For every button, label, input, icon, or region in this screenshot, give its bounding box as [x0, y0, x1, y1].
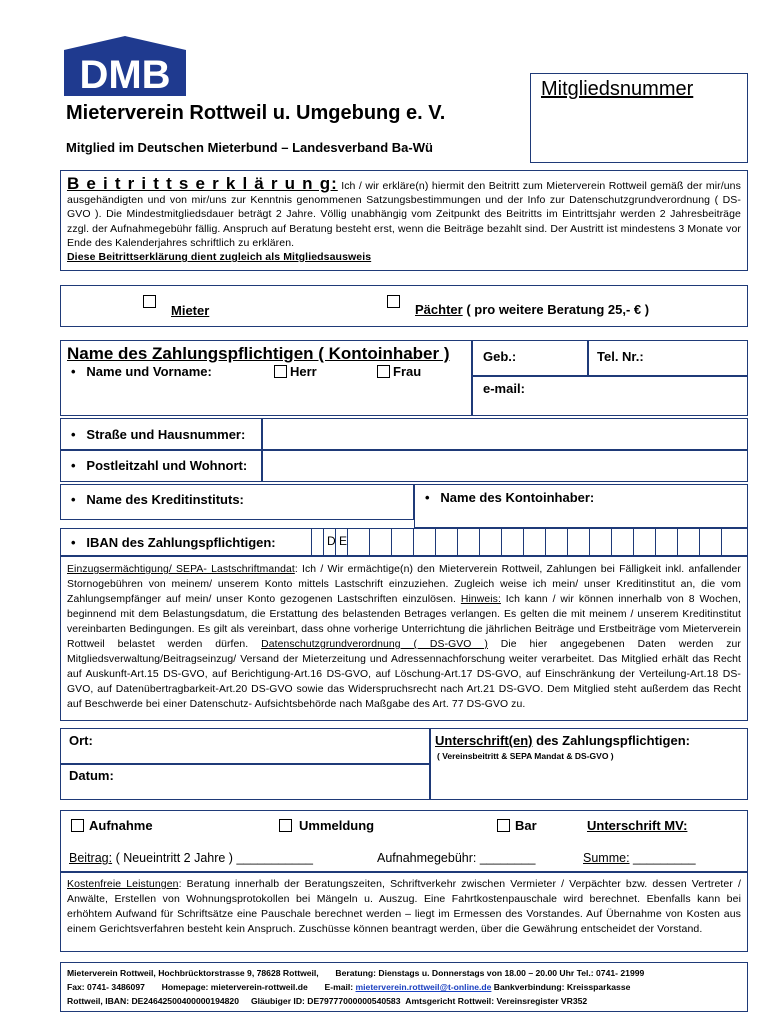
mieter-label: Mieter: [171, 303, 210, 318]
footer-box: [60, 962, 748, 1012]
bank-field[interactable]: [60, 484, 414, 520]
fee-line: Aufnahmegebühr: ________: [377, 851, 536, 865]
iban-label: • IBAN des Zahlungspflichtigen:: [71, 535, 276, 550]
iban-cell: [391, 529, 413, 555]
bar-checkbox[interactable]: [497, 819, 510, 832]
beitrag-label: Beitrag:: [69, 851, 113, 865]
paechter-note: ( pro weitere Beratung 25,- € ): [466, 302, 650, 317]
services-title: Kostenfreie Leistungen: [67, 878, 179, 890]
declaration-heading: B e i t r i t t s e r k l ä r u n g:: [67, 174, 338, 193]
paechter-label-wrap: [415, 302, 649, 317]
declaration-box: [60, 170, 748, 271]
iban-cell: [633, 529, 655, 555]
street-label: • Straße und Hausnummer:: [71, 427, 246, 442]
birth-date-field[interactable]: [472, 340, 588, 376]
iban-cell: [699, 529, 721, 555]
phone-label: Tel. Nr.:: [597, 349, 644, 364]
footer-line-2: Fax: 0741- 3486097 Homepage: mieterverein-rottweil.de E-mail: mieterverein.rottweil@t-online.de Bankverbindung: Kreissparkasse: [67, 982, 631, 992]
fees-line: [69, 851, 313, 865]
paechter-label: Pächter: [415, 302, 463, 317]
iban-cell: [589, 529, 611, 555]
herr-label: Herr: [290, 364, 317, 379]
iban-cell: [311, 529, 323, 555]
payer-name-box[interactable]: [60, 340, 472, 416]
member-type-box: [60, 285, 748, 327]
ummeldung-label: Ummeldung: [299, 818, 375, 833]
aufnahme-label: Aufnahme: [89, 818, 153, 833]
page-subtitle: Mitglied im Deutschen Mieterbund – Landesverband Ba-Wü: [66, 140, 433, 155]
holder-label: • Name des Kontoinhaber:: [425, 490, 595, 505]
member-number-box[interactable]: [530, 73, 748, 163]
date-label: Datum:: [69, 768, 114, 783]
place-label: Ort:: [69, 733, 93, 748]
iban-cell: [611, 529, 633, 555]
email-field[interactable]: [472, 376, 748, 416]
iban-row: [60, 528, 748, 556]
payer-heading: Name des Zahlungspflichtigen ( Kontoinhaber ): [67, 344, 450, 363]
street-input[interactable]: [262, 418, 748, 450]
iban-cell: [347, 529, 359, 555]
city-row: [60, 450, 262, 482]
iban-cell: [677, 529, 699, 555]
gdpr-title: Datenschutzgrundverordnung ( DS-GVO ): [261, 639, 488, 650]
iban-cell: [457, 529, 479, 555]
date-field[interactable]: [60, 764, 430, 800]
frau-checkbox[interactable]: [377, 365, 390, 378]
signature-field[interactable]: [430, 728, 748, 800]
dmb-logo-graphic: [64, 36, 186, 96]
name-field-label: [71, 364, 212, 379]
page-title: Mieterverein Rottweil u. Umgebung e. V.: [66, 102, 446, 124]
logo-text: DMB: [79, 53, 171, 96]
office-box: [60, 810, 748, 872]
birth-label: Geb.:: [483, 349, 517, 364]
declaration-note: Diese Beitrittserklärung dient zugleich als Mitgliedsausweis: [67, 251, 372, 264]
sum-line: [583, 851, 696, 865]
footer-line-1: Mieterverein Rottweil, Hochbrücktorstrasse 9, 78628 Rottweil, Beratung: Dienstags u. Donnerstags von 18.00 – 20.00 Uhr Tel.: 0741- 21999: [67, 968, 645, 978]
iban-cell: D: [323, 529, 335, 555]
paechter-checkbox[interactable]: [387, 295, 400, 308]
iban-cell: [721, 529, 747, 555]
iban-cell: [435, 529, 457, 555]
iban-cell: [545, 529, 567, 555]
aufnahme-checkbox[interactable]: [71, 819, 84, 832]
sepa-title: Einzugsermächtigung/ SEPA- Lastschriftmandat: [67, 564, 295, 575]
iban-cell: [479, 529, 501, 555]
sepa-text: : Ich / Wir ermächtige(n) den Mieterverein Rottweil, Zahlungen bei Fälligkeit inkl. anfallender Stornogebühren von meinem/ unserem Konto mittels Lastschrift einzuziehen. Zugleich weise ich mein/ unser Kreditinstitut an, die vom Zahlungsempfänger auf mein/ unser Konto gezogenen Lastschriften einzulösen.: [67, 564, 741, 605]
dmb-logo: [64, 36, 186, 96]
gdpr-text: Die hier angegebenen Daten werden zur Mitgliedsverwaltung/Beitragseinzug/ Versand der Mieterzeitung und Adressennachforschung weiter verarbeitet. Das Mitglied erhält das Recht auf Auskunft-Art.15 DS-GVO, auf Berichtigung-Art.16 DS-GVO, auf Löschung-Art.17 DS-GVO, auf Einschränkung der Verteilung-Art.18 DS-GVO, auf Datenübertragbarkeit-Art.20 DS-GVO sowie das Widerspruchsrecht nach Art.21 DS-GVO. Dem Mitglied steht außerdem das Recht auf Beschwerde bei einer Datenschutz- Aufsichtsbehörde nach Maßgabe des Art. 77 DS-GVO zu.: [67, 639, 741, 710]
herr-checkbox[interactable]: [274, 365, 287, 378]
services-box: [60, 872, 748, 952]
sepa-box: [60, 556, 748, 721]
frau-label: Frau: [393, 364, 422, 379]
street-row: [60, 418, 262, 450]
city-label: • Postleitzahl und Wohnort:: [71, 458, 248, 473]
email-label: e-mail:: [483, 381, 525, 396]
bank-label: • Name des Kreditinstituts:: [71, 492, 244, 507]
place-field[interactable]: [60, 728, 430, 764]
member-number-label: Mitgliedsnummer: [541, 78, 694, 100]
footer-line-3: Rottweil, IBAN: DE24642500400000194820 Gläubiger ID: DE79777000000540583 Amtsgericht Rottweil: Vereinsregister VR352: [67, 996, 588, 1006]
bar-label: Bar: [515, 818, 537, 833]
mv-signature-label: Unterschrift MV:: [587, 818, 688, 833]
phone-field[interactable]: [588, 340, 748, 376]
iban-cell: [523, 529, 545, 555]
iban-input[interactable]: [311, 529, 747, 555]
beitrag-text: ( Neueintritt 2 Jahre ) ___________: [112, 851, 313, 865]
ummeldung-checkbox[interactable]: [279, 819, 292, 832]
iban-cell: [501, 529, 523, 555]
hint-text: Ich kann / wir können innerhalb von 8 Wochen, beginnend mit dem Belastungsdatum, die Erstattung des belastenden Betrages verlangen. Es gelten die mit meinem / unserem Kreditinstitut vereinbarten Bedingungen. Es gilt als vereinbart, dass ohne vorherige Unterrichtung die jährlichen Beiträge und Erstbeiträge vom Mieterverein Rottweil belastet werden dürfen.: [67, 594, 741, 650]
mieter-checkbox[interactable]: [143, 295, 156, 308]
city-input[interactable]: [262, 450, 748, 482]
name-label: Name und Vorname:: [86, 364, 212, 379]
signature-label: Unterschrift(en) des Zahlungspflichtigen:: [435, 733, 690, 748]
iban-cell: [413, 529, 435, 555]
holder-field[interactable]: [414, 484, 748, 528]
declaration-body: Ich / wir erkläre(n) hiermit den Beitritt zum Mieterverein Rottweil gemäß der mir/uns ausgehändigten und von mir/uns zur Kenntnis genommenen Satzungsbestimmungen und der Info zur Datenschutzgrundverordnung ( DS-GVO ). Die Mindestmitgliedsdauer beträgt 2 Jahre. Völlig unabhängig vom Zeitpunkt des Beitritts im Eintrittsjahr werden 2 Jahresbeiträge zzgl. der Aufnahmegebühr fällig. Anspruch auf Beratung besteht erst, wenn die Beiträge bezahlt sind. Der Austritt ist mindestens 3 Monate vor Ende des Kalenderjahres schriftlich zu erklären.: [67, 180, 741, 249]
signature-note: ( Vereinsbeitritt & SEPA Mandat & DS-GVO ): [437, 751, 614, 761]
sum-value: _________: [629, 851, 696, 865]
iban-cell: [567, 529, 589, 555]
hint-title: Hinweis:: [460, 594, 501, 605]
declaration-text: [67, 174, 741, 250]
iban-cell: [655, 529, 677, 555]
iban-cell: [369, 529, 391, 555]
sum-label: Summe:: [583, 851, 630, 865]
email-link[interactable]: mieterverein.rottweil@t-online.de: [355, 982, 492, 992]
services-text: : Beratung innerhalb der Beratungszeiten, Schriftverkehr zwischen Vermieter / Verpächter bzw. dessen Vertreter / Anwälte, Erstellen von Wohnungsprotokollen bei Mängeln u. Auszug. Eine Fahrtkostenpauschale wird berechnet. Ebenfalls kann bei erhöhtem Aufwand für Schriftsätze eine Pauschale berechnet werden – liegt im Ermessen des Vorstandes. Auf Übernahme von Kosten aus einem Gerichtsverfahren besteht kein Anspruch. Zuschüsse können beantragt werden, über die Gewährung entscheidet der Vorstand.: [67, 878, 741, 935]
iban-cell: E: [335, 529, 347, 555]
bullet: •: [71, 364, 76, 379]
